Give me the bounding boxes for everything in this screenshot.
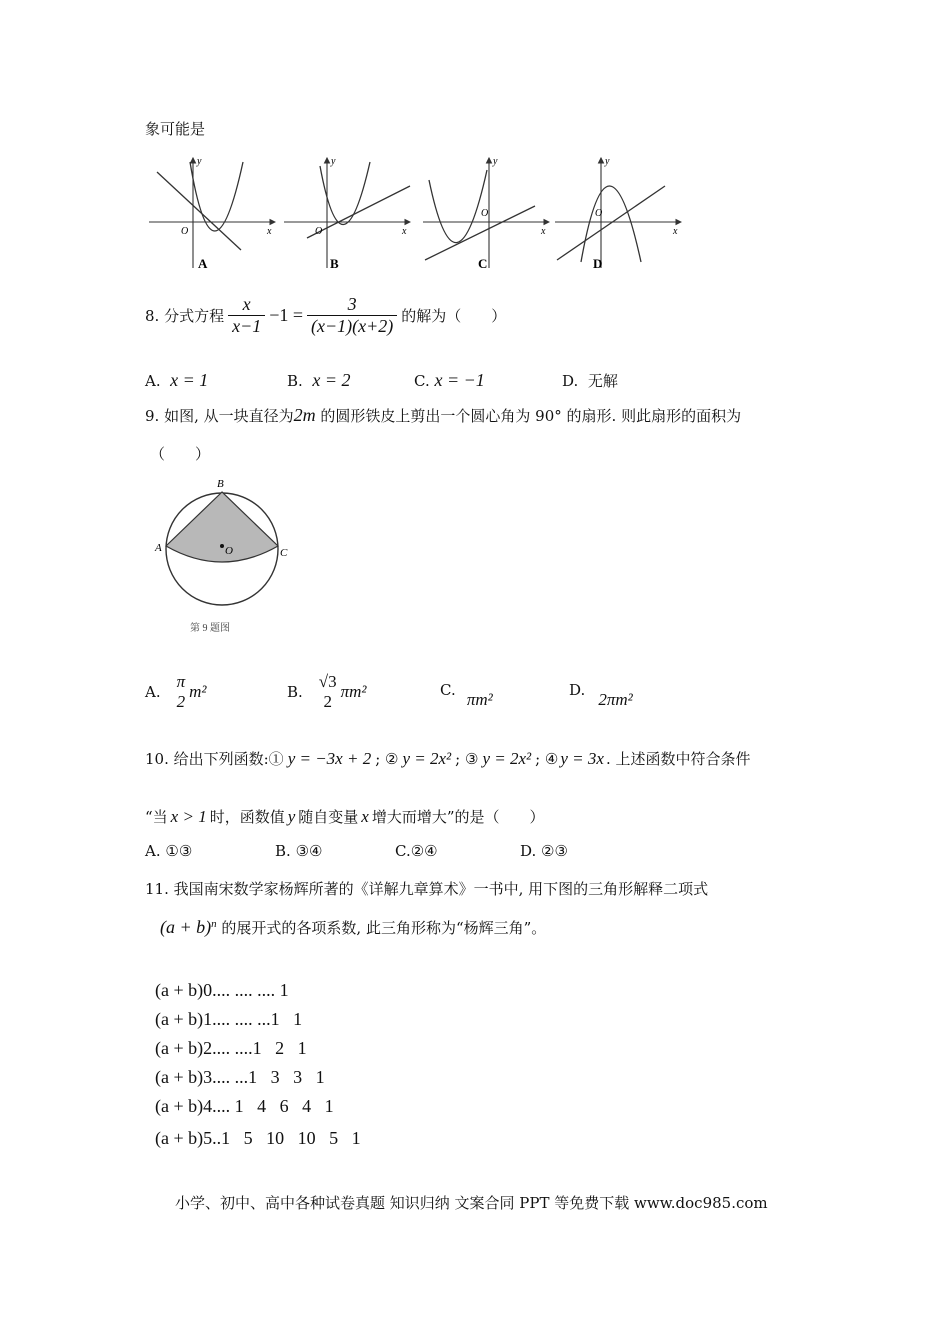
q9-option-c: C. πm² <box>440 681 493 709</box>
q10-option-b: B. ③④ <box>275 842 323 860</box>
graph-a-label: A <box>198 256 208 271</box>
q10-condition: “当 x > 1 时，函数值 y 随自变量 x 增大而增大”的是（ ） <box>145 807 545 826</box>
q8-frac1-num: x <box>228 294 265 316</box>
yanghui-row-3: (a + b)3.... ...1 3 3 1 <box>155 1067 325 1087</box>
q9-label-a: A <box>155 542 162 554</box>
graph-b-origin: O <box>315 226 323 237</box>
q9-stem: 9. 如图, 从一块直径为2m 的圆形铁皮上剪出一个圆心角为 90° 的扇形. 则此扇形的面积为 <box>145 405 742 425</box>
q8-option-b: B. x = 2 <box>287 370 351 390</box>
q7-tail-text: 象可能是 <box>145 120 206 138</box>
yanghui-row-2: (a + b)2.... ....1 2 1 <box>155 1038 307 1058</box>
graph-d-x: x <box>673 226 678 237</box>
graph-b-x: x <box>402 226 407 237</box>
q9-label-c: C <box>280 547 288 559</box>
graph-d-origin: O <box>595 208 603 219</box>
graph-d-label: D <box>593 256 603 271</box>
q9-label-b: B <box>217 478 224 490</box>
q8-frac2-num: 3 <box>307 294 397 316</box>
q9-option-b: B. √3 2 πm² <box>287 672 367 711</box>
graph-d-y: y <box>605 156 610 167</box>
q8-prefix: 8. 分式方程 <box>145 307 225 325</box>
q10-stem: 10. 给出下列函数:① y = −3x + 2 ; ② y = 2x² ; ③ y = 2x² ; ④ y = 3x . 上述函数中符合条件 <box>145 749 751 768</box>
graph-a-origin: O <box>181 226 189 237</box>
yanghui-row-4: (a + b)4.... 1 4 6 4 1 <box>155 1096 334 1116</box>
graph-a <box>149 156 275 271</box>
page-footer: 小学、初中、高中各种试卷真题 知识归纳 文案合同 PPT 等免费下载 www.doc985.com <box>175 1194 768 1212</box>
graph-b-label: B <box>330 256 339 271</box>
graph-c-origin: O <box>481 208 489 219</box>
q9-circle-figure <box>150 478 300 640</box>
q11-stem: 11. 我国南宋数学家杨辉所著的《详解九章算术》一书中, 用下图的三角形解释二项式 <box>145 880 709 898</box>
q9-option-a: A. π 2 m² <box>145 672 207 711</box>
q9-sector <box>166 492 278 562</box>
q8-minus-one: −1 = <box>269 305 304 325</box>
q10-option-a: A. ①③ <box>145 842 193 860</box>
q8-stem <box>145 294 506 337</box>
q8-option-c: C. x = −1 <box>414 370 485 390</box>
graph-c-label: C <box>478 256 488 271</box>
graph-d <box>555 156 681 271</box>
yanghui-row-1: (a + b)1.... .... ...1 1 <box>155 1009 303 1029</box>
q8-frac1-den: x−1 <box>232 316 262 336</box>
yanghui-row-0: (a + b)0.... .... .... 1 <box>155 980 289 1000</box>
graph-c-y: y <box>493 156 498 167</box>
graph-a-x: x <box>267 226 272 237</box>
q9-option-d: D. 2πm² <box>569 681 633 709</box>
q10-option-d: D. ②③ <box>520 842 568 860</box>
graph-c <box>423 156 549 271</box>
q8-frac2-den: (x−1)(x+2) <box>311 316 394 336</box>
graph-c-x: x <box>541 226 546 237</box>
yanghui-row-5: (a + b)5..1 5 10 10 5 1 <box>155 1128 361 1148</box>
graph-b-y: y <box>331 156 336 167</box>
q7-graphs-figure <box>145 150 705 275</box>
q11-stem-b: $(a + b)^n$ 的展开式的各项系数, 此三角形称为“杨辉三角”。 <box>160 917 547 937</box>
q8-frac2 <box>307 294 397 337</box>
q9-center-dot <box>220 544 224 548</box>
graph-a-y: y <box>197 156 202 167</box>
q9-caption: 第 9 题图 <box>190 623 230 634</box>
q8-frac1 <box>228 294 265 337</box>
q8-option-a: A. x = 1 <box>145 370 209 390</box>
q9-label-o: O <box>225 545 233 557</box>
q8-suffix: 的解为（ ） <box>401 307 507 325</box>
q8-option-d: D. 无解 <box>562 372 618 390</box>
graph-b <box>284 156 410 271</box>
q10-option-c: C.②④ <box>395 842 438 860</box>
q9-paren: （ ） <box>150 445 211 463</box>
